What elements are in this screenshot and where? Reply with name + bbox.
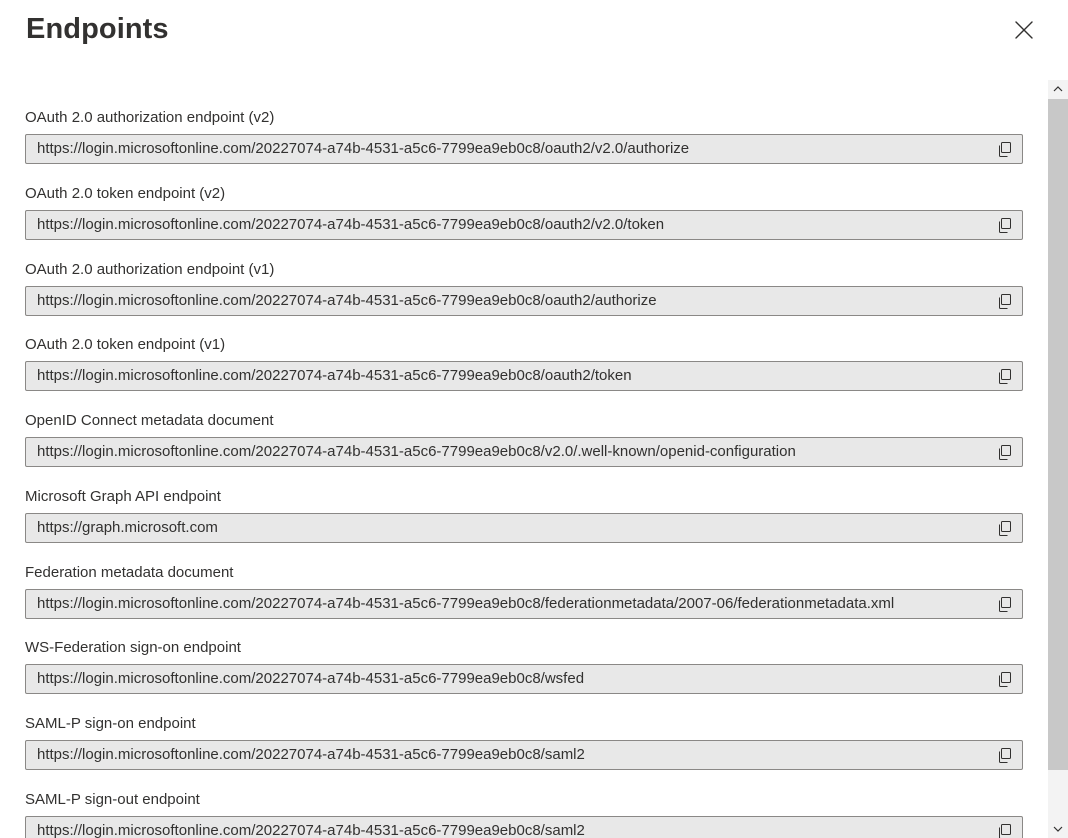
copy-icon (998, 369, 1012, 384)
endpoints-list (0, 80, 1048, 838)
endpoint-url-value[interactable]: https://login.microsoftonline.com/20227074-a74b-4531-a5c6-7799ea9eb0c8/wsfed (37, 670, 585, 687)
endpoint-label: Microsoft Graph API endpoint (25, 488, 221, 505)
endpoint-field (25, 638, 1023, 687)
copy-icon (998, 672, 1012, 687)
endpoint-field (25, 260, 1023, 309)
endpoint-url-value[interactable]: https://login.microsoftonline.com/20227074-a74b-4531-a5c6-7799ea9eb0c8/saml2 (37, 822, 585, 838)
endpoint-url-value[interactable]: https://login.microsoftonline.com/20227074-a74b-4531-a5c6-7799ea9eb0c8/oauth2/token (37, 367, 632, 384)
endpoint-field (25, 487, 1023, 536)
scroll-down-button[interactable] (1048, 820, 1068, 838)
page-title: Endpoints (26, 13, 169, 45)
endpoint-label: OAuth 2.0 authorization endpoint (v1) (25, 261, 275, 278)
copy-icon (998, 521, 1012, 536)
copy-button[interactable] (993, 290, 1017, 312)
vertical-scrollbar[interactable] (1048, 80, 1068, 838)
endpoint-field (25, 184, 1023, 233)
endpoint-url-value[interactable]: https://graph.microsoft.com (37, 519, 218, 536)
endpoint-field (25, 411, 1023, 460)
endpoint-field (25, 563, 1023, 612)
endpoint-label: OAuth 2.0 authorization endpoint (v2) (25, 109, 275, 126)
copy-icon (998, 218, 1012, 233)
copy-icon (998, 597, 1012, 612)
copy-button[interactable] (993, 441, 1017, 463)
endpoint-url-value[interactable]: https://login.microsoftonline.com/20227074-a74b-4531-a5c6-7799ea9eb0c8/federationmetadata/2007-06/federationmetadata.xml (37, 595, 895, 612)
copy-button[interactable] (993, 517, 1017, 539)
endpoint-url-field[interactable] (25, 816, 1023, 838)
scrollbar-thumb[interactable] (1048, 99, 1068, 770)
close-button[interactable] (1008, 14, 1040, 46)
endpoint-field (25, 714, 1023, 763)
endpoint-field (25, 335, 1023, 384)
chevron-down-icon (1053, 826, 1063, 832)
endpoint-url-field[interactable] (25, 437, 1023, 467)
endpoint-url-field[interactable] (25, 134, 1023, 164)
endpoint-field (25, 108, 1023, 157)
endpoint-url-value[interactable]: https://login.microsoftonline.com/20227074-a74b-4531-a5c6-7799ea9eb0c8/saml2 (37, 746, 585, 763)
endpoint-label: OAuth 2.0 token endpoint (v1) (25, 336, 226, 353)
copy-button[interactable] (993, 138, 1017, 160)
endpoint-url-value[interactable]: https://login.microsoftonline.com/20227074-a74b-4531-a5c6-7799ea9eb0c8/oauth2/authorize (37, 292, 657, 309)
copy-icon (998, 748, 1012, 763)
endpoint-url-field[interactable] (25, 513, 1023, 543)
endpoint-label: WS-Federation sign-on endpoint (25, 639, 241, 656)
endpoint-url-field[interactable] (25, 740, 1023, 770)
endpoint-url-field[interactable] (25, 361, 1023, 391)
endpoint-label: SAML-P sign-on endpoint (25, 715, 196, 732)
copy-button[interactable] (993, 668, 1017, 690)
endpoint-url-field[interactable] (25, 589, 1023, 619)
copy-button[interactable] (993, 365, 1017, 387)
endpoint-field (25, 790, 1023, 838)
copy-icon (998, 824, 1012, 838)
copy-icon (998, 142, 1012, 157)
endpoint-url-value[interactable]: https://login.microsoftonline.com/20227074-a74b-4531-a5c6-7799ea9eb0c8/v2.0/.well-known/openid-configuration (37, 443, 796, 460)
endpoint-url-field[interactable] (25, 286, 1023, 316)
endpoint-label: OAuth 2.0 token endpoint (v2) (25, 185, 226, 202)
copy-button[interactable] (993, 593, 1017, 615)
endpoint-url-value[interactable]: https://login.microsoftonline.com/20227074-a74b-4531-a5c6-7799ea9eb0c8/oauth2/v2.0/token (37, 216, 665, 233)
endpoint-label: Federation metadata document (25, 564, 234, 581)
copy-button[interactable] (993, 820, 1017, 838)
copy-button[interactable] (993, 744, 1017, 766)
endpoint-url-value[interactable]: https://login.microsoftonline.com/20227074-a74b-4531-a5c6-7799ea9eb0c8/oauth2/v2.0/authorize (37, 140, 690, 157)
scroll-up-button[interactable] (1048, 80, 1068, 98)
chevron-up-icon (1053, 86, 1063, 92)
copy-button[interactable] (993, 214, 1017, 236)
endpoint-url-field[interactable] (25, 664, 1023, 694)
endpoint-url-field[interactable] (25, 210, 1023, 240)
endpoint-label: OpenID Connect metadata document (25, 412, 274, 429)
copy-icon (998, 445, 1012, 460)
close-icon (1015, 21, 1033, 39)
endpoint-label: SAML-P sign-out endpoint (25, 791, 200, 808)
copy-icon (998, 294, 1012, 309)
